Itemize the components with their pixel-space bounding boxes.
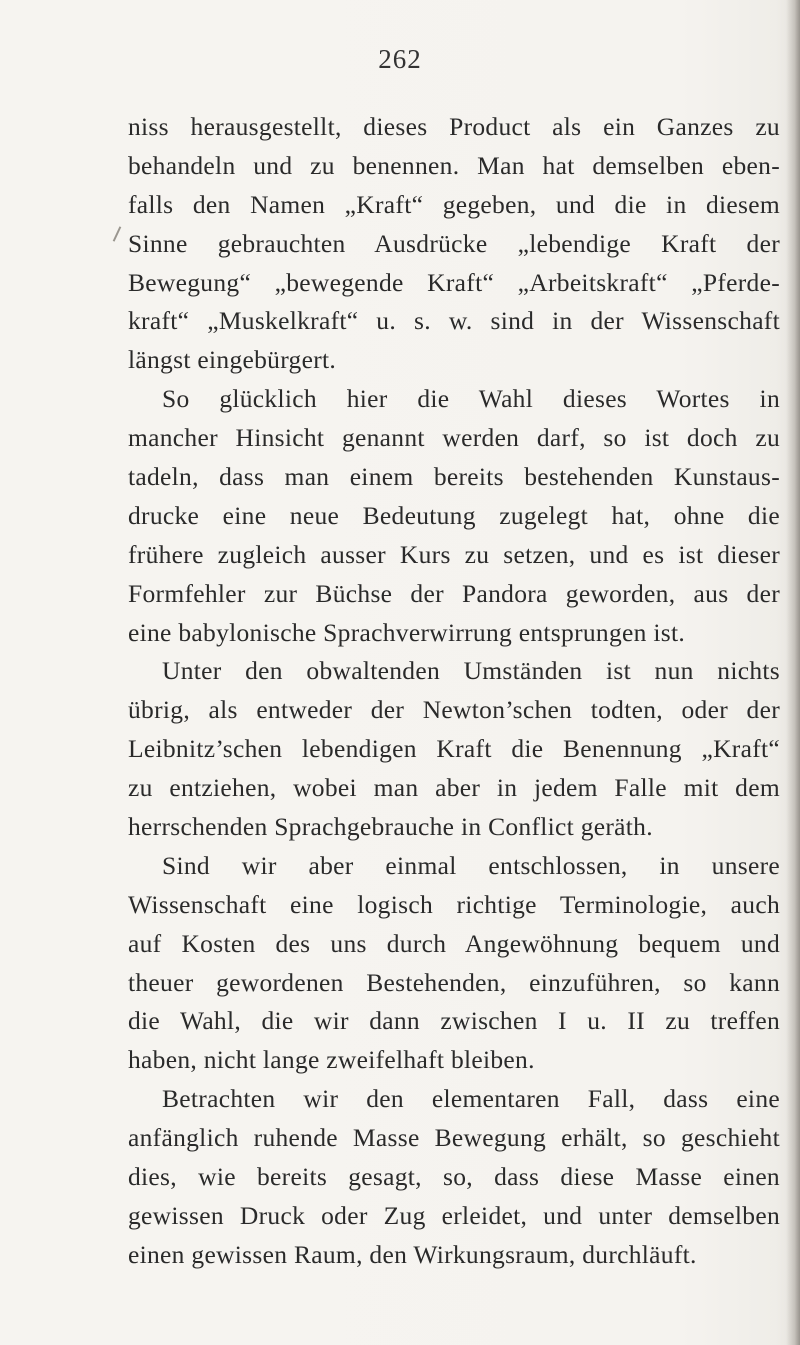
text-line: Sinne gebrauchten Ausdrücke „lebendige Kraft der	[128, 228, 780, 258]
text-line: übrig, als entweder der Newton’schen todten, oder der	[128, 695, 780, 725]
text-line: behandeln und zu benennen. Man hat demselben eben-	[128, 150, 780, 180]
body-text	[128, 108, 780, 1275]
text-line: Wissenschaft eine logisch richtige Terminologie, auch	[128, 889, 780, 919]
text-line: Unter den obwaltenden Umständen ist nun nichts	[162, 656, 780, 686]
text-line: Betrachten wir den elementaren Fall, dass eine	[162, 1084, 780, 1114]
text-line: Sind wir aber einmal entschlossen, in unsere	[162, 850, 780, 880]
text-line: tadeln, dass man einem bereits bestehenden Kunstaus-	[128, 462, 780, 492]
text-line: anfänglich ruhende Masse Bewegung erhält, so geschieht	[128, 1123, 780, 1153]
text-line: niss herausgestellt, dieses Product als ein Ganzes zu	[128, 112, 780, 141]
text-line: herrschenden Sprachgebrauche in Conflict geräth.	[128, 812, 653, 842]
text-line: haben, nicht lange zweifelhaft bleiben.	[128, 1045, 535, 1075]
text-line: auf Kosten des uns durch Angewöhnung bequem und	[128, 928, 780, 958]
text-line: theuer gewordenen Bestehenden, einzuführen, so kann	[128, 967, 780, 997]
text-line: zu entziehen, wobei man aber in jedem Falle mit dem	[128, 773, 780, 803]
text-line: Formfehler zur Büchse der Pandora geworden, aus der	[128, 578, 780, 608]
text-line: längst eingebürgert.	[128, 345, 337, 375]
text-line: frühere zugleich ausser Kurs zu setzen, und es ist dieser	[128, 539, 780, 569]
text-line: die Wahl, die wir dann zwischen I u. II zu treffen	[128, 1006, 780, 1036]
margin-mark	[113, 226, 122, 241]
page-number: 262	[378, 44, 422, 74]
page-edge-shadow	[786, 0, 800, 1345]
text-line: gewissen Druck oder Zug erleidet, und unter demselben	[128, 1200, 780, 1230]
text-line: eine babylonische Sprachverwirrung entsprungen ist.	[128, 617, 686, 647]
text-line: So glücklich hier die Wahl dieses Wortes in	[162, 384, 780, 414]
text-line: kraft“ „Muskelkraft“ u. s. w. sind in der Wissenschaft	[128, 306, 780, 336]
text-line: Leibnitz’schen lebendigen Kraft die Benennung „Kraft“	[128, 734, 780, 764]
text-line: falls den Namen „Kraft“ gegeben, und die in diesem	[128, 189, 780, 219]
text-line: mancher Hinsicht genannt werden darf, so ist doch zu	[128, 423, 780, 453]
text-line: drucke eine neue Bedeutung zugelegt hat, ohne die	[128, 500, 780, 530]
text-line: dies, wie bereits gesagt, so, dass diese Masse einen	[128, 1162, 780, 1192]
text-line: einen gewissen Raum, den Wirkungsraum, durchläuft.	[128, 1239, 697, 1269]
text-line: Bewegung“ „bewegende Kraft“ „Arbeitskraft“ „Pferde-	[128, 267, 780, 297]
